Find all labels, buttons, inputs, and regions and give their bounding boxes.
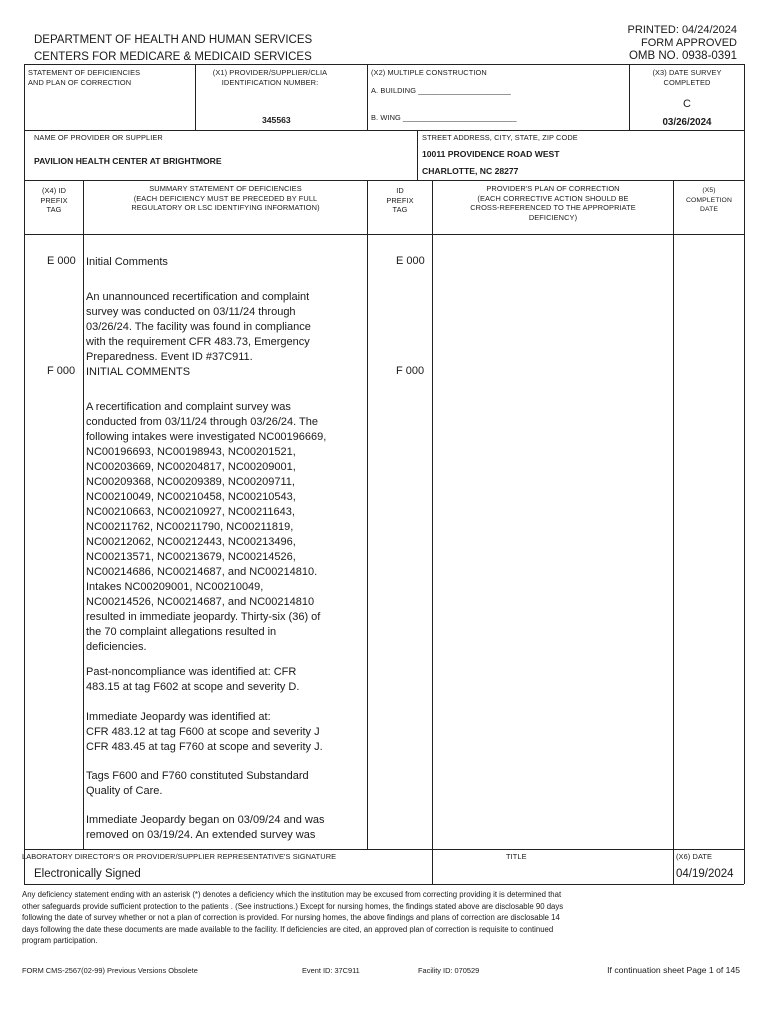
- title-label: TITLE: [506, 852, 527, 861]
- e000-id-tag: E 000: [396, 255, 425, 267]
- statement-label: STATEMENT OF DEFICIENCIES AND PLAN OF CORRECTION: [28, 68, 141, 87]
- summary-header: SUMMARY STATEMENT OF DEFICIENCIES (EACH DEFICIENCY MUST BE PRECEDED BY FULL REGULATORY OR LSC IDENTIFYING INFORMATION): [131, 184, 320, 212]
- f000-title: INITIAL COMMENTS: [86, 366, 191, 378]
- x4-header: (X4) ID PREFIX TAG: [40, 186, 68, 214]
- provider-name-label: NAME OF PROVIDER OR SUPPLIER: [34, 133, 163, 142]
- date-label: (X6) DATE: [676, 852, 713, 861]
- wing-field: B. WING ___________________________: [371, 113, 517, 122]
- form-number: FORM CMS-2567(02-99) Previous Versions Obsolete: [22, 966, 198, 975]
- disclaimer-text: Any deficiency statement ending with an asterisk (*) denotes a deficiency which the institution may be excused from correcting providing it is determined that other safeguards provide sufficient protection to the patients . (See instructions.) Except for nursing homes, the findings stated above are disclosable 90 days following the date of survey whether or not a plan of correction is provided. For nursing homes, the above findings and plans of correction are disclosable 14 days following the date these documents are made available to the facility. If deficiencies are cited, an approved plan of correction is requisite to continued program participation.: [22, 890, 564, 946]
- event-id: Event ID: 37C911: [302, 966, 360, 975]
- f000-tag: F 000: [47, 365, 76, 377]
- provider-id-value: 345563: [262, 115, 291, 125]
- e000-text: An unannounced recertification and complaint survey was conducted on 03/11/24 through 03/26/24. The facility was found in compliance with the requirement CFR 483.73, Emergency Preparedness. Event ID #37C911.: [86, 291, 311, 363]
- f000-paragraph-5: Immediate Jeopardy began on 03/09/24 and was removed on 03/19/24. An extended survey was: [86, 814, 325, 841]
- printed-date: PRINTED: 04/24/2024: [627, 24, 737, 36]
- f000-paragraph-3: Immediate Jeopardy was identified at: CFR 483.12 at tag F600 at scope and severity J CFR 483.45 at tag F760 at scope and severity J.: [86, 711, 323, 753]
- x5-header: (X5) COMPLETION DATE: [686, 187, 732, 213]
- signature-label: LABORATORY DIRECTOR'S OR PROVIDER/SUPPLIER REPRESENTATIVE'S SIGNATURE: [22, 852, 337, 861]
- f000-paragraph-1: A recertification and complaint survey was conducted from 03/11/24 through 03/26/24. The following intakes were investigated NC00196669, NC00196693, NC00198943, NC00201521, NC00203669, NC00204817, NC00209001, NC00209368, NC00209389, NC00209711, NC00210049, NC00210458, NC00210543, NC00210663, NC00210927, NC00211643, NC00211762, NC00211790, NC00211819, NC00212062, NC00212443, NC00213496, NC00213571, NC00213679, NC00214526, NC00214686, NC00214687, and NC00214810. Intakes NC00209001, NC00210049, NC00214526, NC00214687, and NC00214810 resulted in immediate jeopardy. Thirty-six (36) of the 70 complaint allegations resulted in deficiencies.: [86, 401, 327, 653]
- department-name: DEPARTMENT OF HEALTH AND HUMAN SERVICES: [34, 34, 313, 46]
- multiple-construction-label: (X2) MULTIPLE CONSTRUCTION: [371, 68, 487, 77]
- plan-header: PROVIDER'S PLAN OF CORRECTION (EACH CORRECTIVE ACTION SHOULD BE CROSS-REFERENCED TO THE APPROPRIATE DEFICIENCY): [470, 184, 636, 222]
- provider-id-label: (X1) PROVIDER/SUPPLIER/CLIA IDENTIFICATION NUMBER:: [212, 68, 328, 87]
- f000-paragraph-4: Tags F600 and F760 constituted Substandard Quality of Care.: [86, 770, 309, 797]
- provider-name-value: PAVILION HEALTH CENTER AT BRIGHTMORE: [34, 156, 222, 166]
- building-field: A. BUILDING ______________________: [371, 86, 511, 95]
- f000-paragraph-2: Past-noncompliance was identified at: CFR 483.15 at tag F602 at scope and severity D.: [86, 666, 300, 693]
- e000-tag: E 000: [47, 255, 76, 267]
- survey-completed-label: (X3) DATE SURVEY COMPLETED: [652, 68, 722, 87]
- facility-id: Facility ID: 070529: [418, 966, 480, 975]
- address-line2: CHARLOTTE, NC 28277: [422, 166, 519, 176]
- page-indicator: If continuation sheet Page 1 of 145: [607, 965, 740, 975]
- address-label: STREET ADDRESS, CITY, STATE, ZIP CODE: [422, 133, 578, 142]
- form-approved: FORM APPROVED: [641, 37, 737, 49]
- id-header: ID PREFIX TAG: [386, 186, 414, 214]
- agency-name: CENTERS FOR MEDICARE & MEDICAID SERVICES: [34, 51, 312, 63]
- signature-value: Electronically Signed: [34, 868, 141, 880]
- omb-number: OMB NO. 0938-0391: [628, 50, 737, 62]
- address-line1: 10011 PROVIDENCE ROAD WEST: [422, 149, 560, 159]
- e000-title: Initial Comments: [86, 256, 168, 268]
- survey-code: C: [683, 98, 691, 110]
- f000-id-tag: F 000: [396, 365, 425, 377]
- survey-date: 03/26/2024: [662, 117, 712, 128]
- date-value: 04/19/2024: [676, 868, 734, 880]
